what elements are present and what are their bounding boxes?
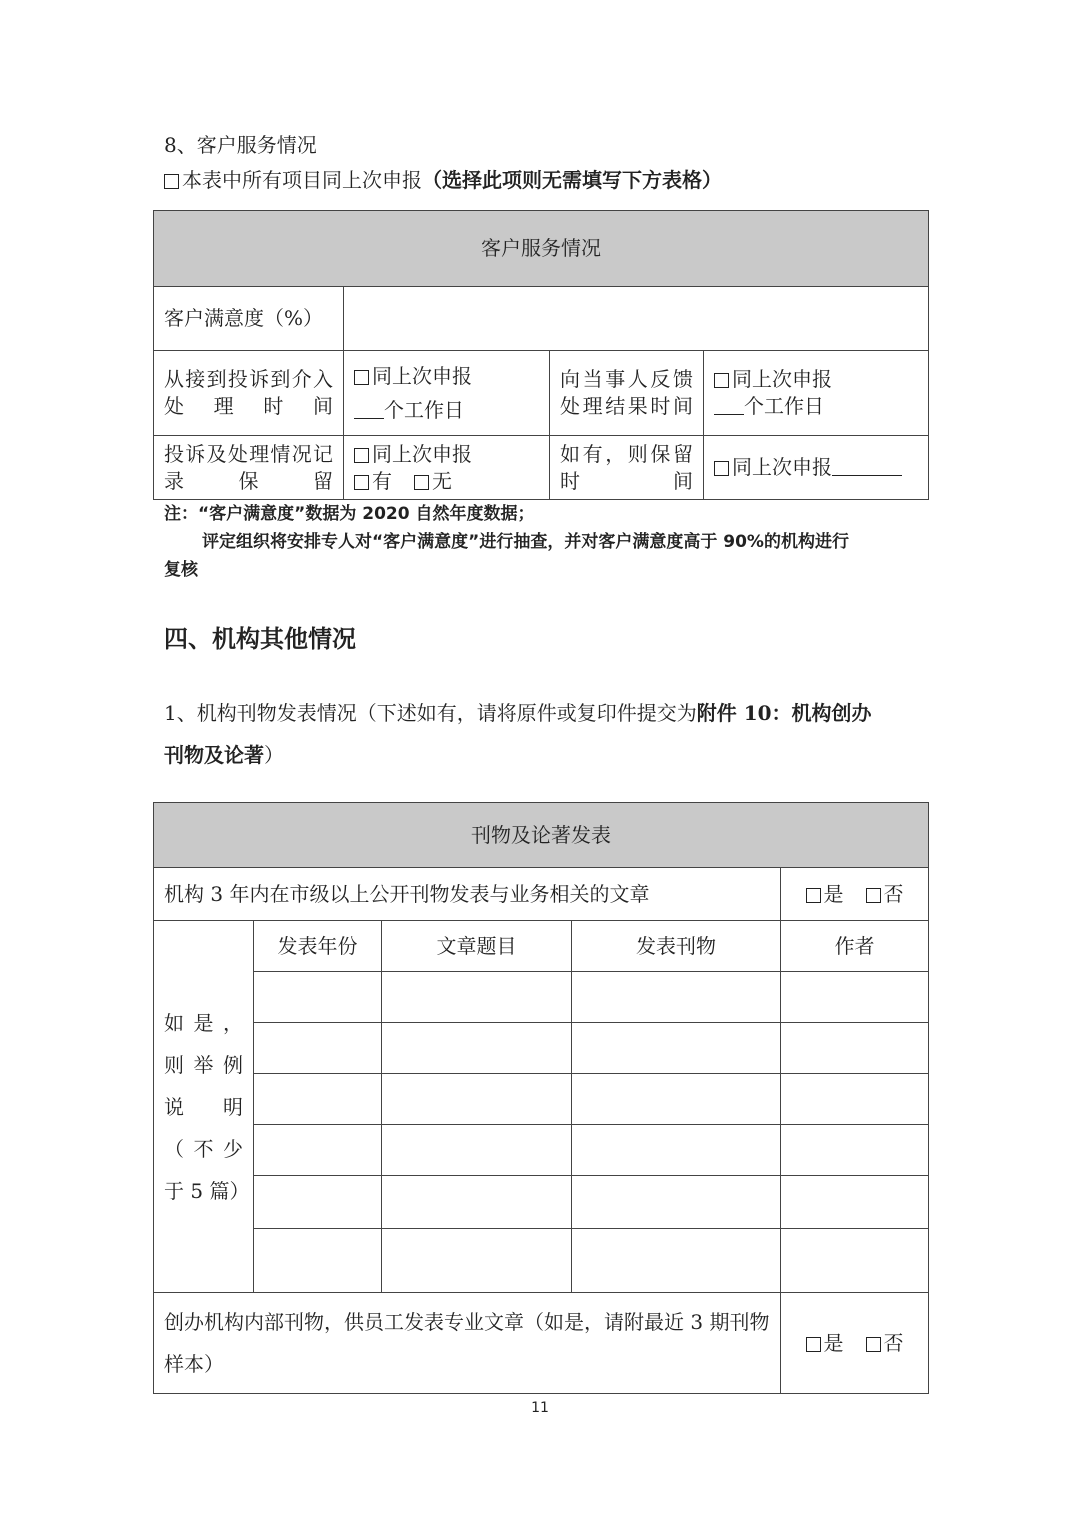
col-header-author: 作者 [781, 921, 929, 972]
same-as-previous-note: （选择此项则无需填写下方表格） [422, 168, 722, 192]
record-same-checkbox[interactable] [354, 448, 369, 463]
internal-journal-no-label: 否 [883, 1330, 904, 1355]
record-same-label: 同上次申报 [372, 441, 472, 466]
item-1-attachment-cont: 刊物及论著 [164, 743, 264, 767]
same-as-previous-row [164, 168, 722, 192]
table-cell[interactable] [254, 1229, 382, 1293]
feedback-time-same-checkbox[interactable] [714, 373, 729, 388]
keep-time-input[interactable] [832, 455, 902, 476]
table-cell[interactable] [572, 1229, 781, 1293]
keep-time-label: 如有，则保留时间 [550, 436, 704, 500]
item-1-text: 1、机构刊物发表情况（下述如有，请将原件或复印件提交为 [164, 701, 697, 725]
table-cell[interactable] [572, 1125, 781, 1176]
same-as-previous-label: 本表中所有项目同上次申报 [182, 168, 422, 192]
table-cell[interactable] [382, 972, 572, 1023]
same-as-previous-checkbox[interactable] [164, 174, 179, 189]
feedback-time-days-label: 个工作日 [744, 394, 824, 418]
feedback-time-days-input[interactable] [714, 394, 744, 415]
complaint-time-same-checkbox[interactable] [354, 370, 369, 385]
feedback-time-same-label: 同上次申报 [732, 367, 832, 391]
table-cell[interactable] [382, 1074, 572, 1125]
table-cell[interactable] [781, 1176, 929, 1229]
table-cell[interactable] [781, 1229, 929, 1293]
record-has-label: 有 [372, 468, 392, 493]
internal-journal-yes-label: 是 [823, 1330, 844, 1355]
feedback-time-cell [704, 351, 929, 436]
table-cell[interactable] [382, 1229, 572, 1293]
complaint-time-days-label: 个工作日 [384, 398, 464, 422]
public-articles-yes-checkbox[interactable] [806, 888, 821, 903]
internal-journal-question: 创办机构内部刊物，供员工发表专业文章（如是，请附最近 3 期刊物样本） [154, 1293, 781, 1394]
internal-journal-answer-cell [781, 1293, 929, 1394]
col-header-journal: 发表刊物 [572, 921, 781, 972]
publications-table [153, 802, 929, 1394]
table-cell[interactable] [254, 1023, 382, 1074]
feedback-time-label: 向当事人反馈处理结果时间 [550, 351, 704, 436]
public-articles-no-label: 否 [883, 881, 904, 906]
customer-service-table-header: 客户服务情况 [154, 211, 929, 287]
table-cell[interactable] [781, 972, 929, 1023]
publications-table-header: 刊物及论著发表 [154, 803, 929, 868]
table-cell[interactable] [382, 1125, 572, 1176]
table-cell[interactable] [382, 1176, 572, 1229]
table-cell[interactable] [781, 1074, 929, 1125]
keep-time-same-label: 同上次申报 [732, 455, 832, 479]
complaint-time-days-input[interactable] [354, 398, 384, 419]
note-line-2: 评定组织将安排专人对“客户满意度”进行抽查，并对客户满意度高于 90%的机构进行 [202, 532, 849, 552]
public-articles-no-checkbox[interactable] [866, 888, 881, 903]
internal-journal-yes-checkbox[interactable] [806, 1337, 821, 1352]
item-1-line-1 [164, 701, 872, 725]
keep-time-same-checkbox[interactable] [714, 461, 729, 476]
keep-time-cell [704, 436, 929, 500]
table-cell[interactable] [254, 1074, 382, 1125]
table-cell[interactable] [572, 972, 781, 1023]
table-cell[interactable] [382, 1023, 572, 1074]
item-1-attachment: 附件 10：机构创办 [696, 701, 872, 725]
col-header-year: 发表年份 [254, 921, 382, 972]
table-cell[interactable] [572, 1074, 781, 1125]
satisfaction-label: 客户满意度（%） [154, 287, 344, 351]
complaint-time-same-label: 同上次申报 [372, 364, 472, 388]
table-cell[interactable] [254, 1176, 382, 1229]
table-cell[interactable] [781, 1023, 929, 1074]
record-none-checkbox[interactable] [414, 475, 429, 490]
table-cell[interactable] [572, 1176, 781, 1229]
if-yes-examples-label: 如是，则举例说明（不少于 5 篇） [154, 921, 254, 1293]
page-number: 11 [531, 1400, 549, 1416]
table-cell[interactable] [781, 1125, 929, 1176]
complaint-time-label: 从接到投诉到介入处理时间 [154, 351, 344, 436]
record-keeping-cell [344, 436, 550, 500]
item-1-close-paren: ） [264, 743, 284, 767]
table-cell[interactable] [572, 1023, 781, 1074]
item-1-line-2 [164, 743, 284, 767]
col-header-title: 文章题目 [382, 921, 572, 972]
note-line-3: 复核 [164, 560, 198, 580]
public-articles-yes-label: 是 [823, 881, 844, 906]
section-8-title: 8、客户服务情况 [164, 133, 317, 157]
record-has-checkbox[interactable] [354, 475, 369, 490]
complaint-time-cell [344, 351, 550, 436]
internal-journal-no-checkbox[interactable] [866, 1337, 881, 1352]
table-cell[interactable] [254, 1125, 382, 1176]
customer-service-table [153, 210, 929, 500]
public-articles-question: 机构 3 年内在市级以上公开刊物发表与业务相关的文章 [154, 868, 781, 921]
satisfaction-input-cell[interactable] [344, 287, 929, 351]
public-articles-answer-cell [781, 868, 929, 921]
record-keeping-label: 投诉及处理情况记录保留 [154, 436, 344, 500]
section-4-title: 四、机构其他情况 [164, 624, 356, 653]
table-cell[interactable] [254, 972, 382, 1023]
note-line-1: 注：“客户满意度”数据为 2020 自然年度数据； [164, 504, 535, 524]
record-none-label: 无 [432, 468, 452, 493]
